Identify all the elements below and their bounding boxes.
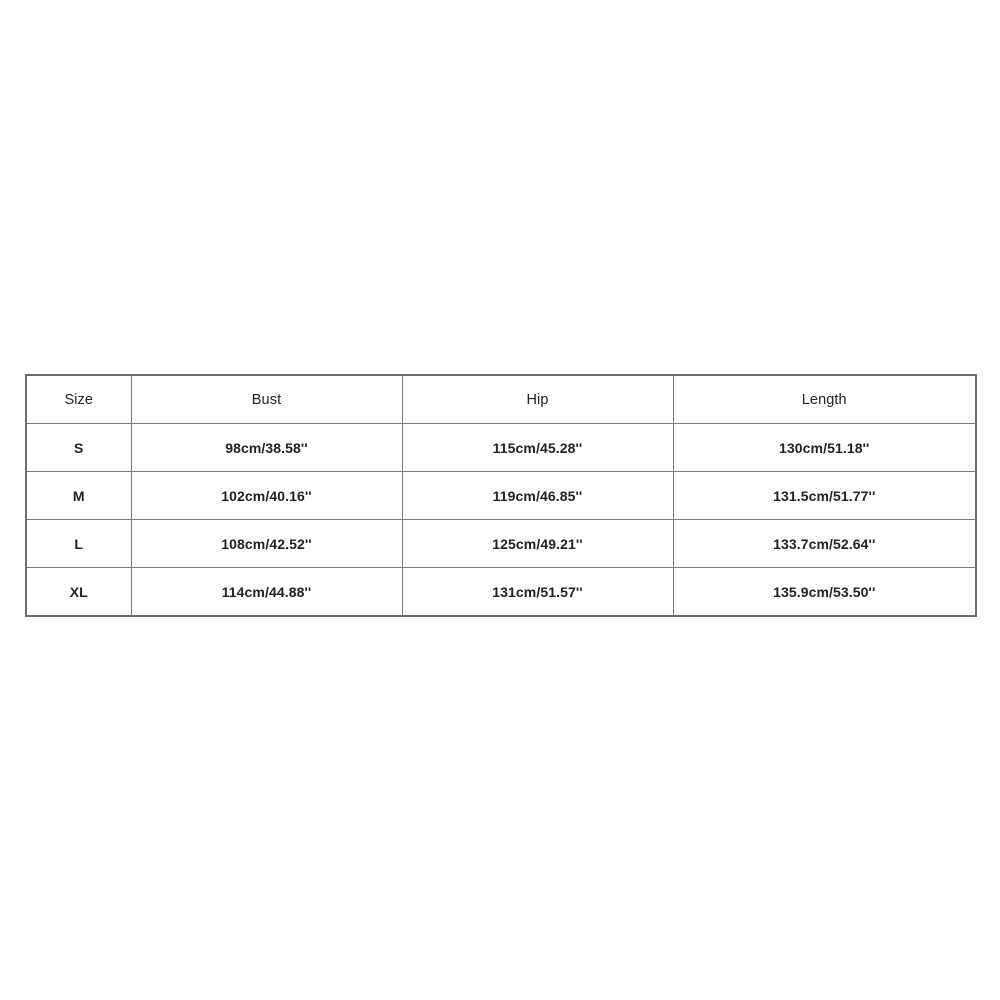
cell-hip: 119cm/46.85'' (402, 472, 673, 520)
cell-bust: 114cm/44.88'' (131, 568, 402, 617)
header-length: Length (673, 375, 976, 424)
cell-bust: 108cm/42.52'' (131, 520, 402, 568)
table-row (26, 472, 976, 520)
cell-size: L (26, 520, 131, 568)
table-row (26, 568, 976, 617)
cell-size: M (26, 472, 131, 520)
cell-size: S (26, 424, 131, 472)
cell-size: XL (26, 568, 131, 617)
cell-bust: 98cm/38.58'' (131, 424, 402, 472)
header-bust: Bust (131, 375, 402, 424)
cell-hip: 131cm/51.57'' (402, 568, 673, 617)
cell-length: 133.7cm/52.64'' (673, 520, 976, 568)
table-row (26, 424, 976, 472)
cell-bust: 102cm/40.16'' (131, 472, 402, 520)
cell-length: 135.9cm/53.50'' (673, 568, 976, 617)
header-size: Size (26, 375, 131, 424)
cell-length: 130cm/51.18'' (673, 424, 976, 472)
cell-hip: 125cm/49.21'' (402, 520, 673, 568)
cell-hip: 115cm/45.28'' (402, 424, 673, 472)
cell-length: 131.5cm/51.77'' (673, 472, 976, 520)
table-row (26, 520, 976, 568)
table-header-row (26, 375, 976, 424)
header-hip: Hip (402, 375, 673, 424)
size-chart-table (25, 374, 977, 617)
